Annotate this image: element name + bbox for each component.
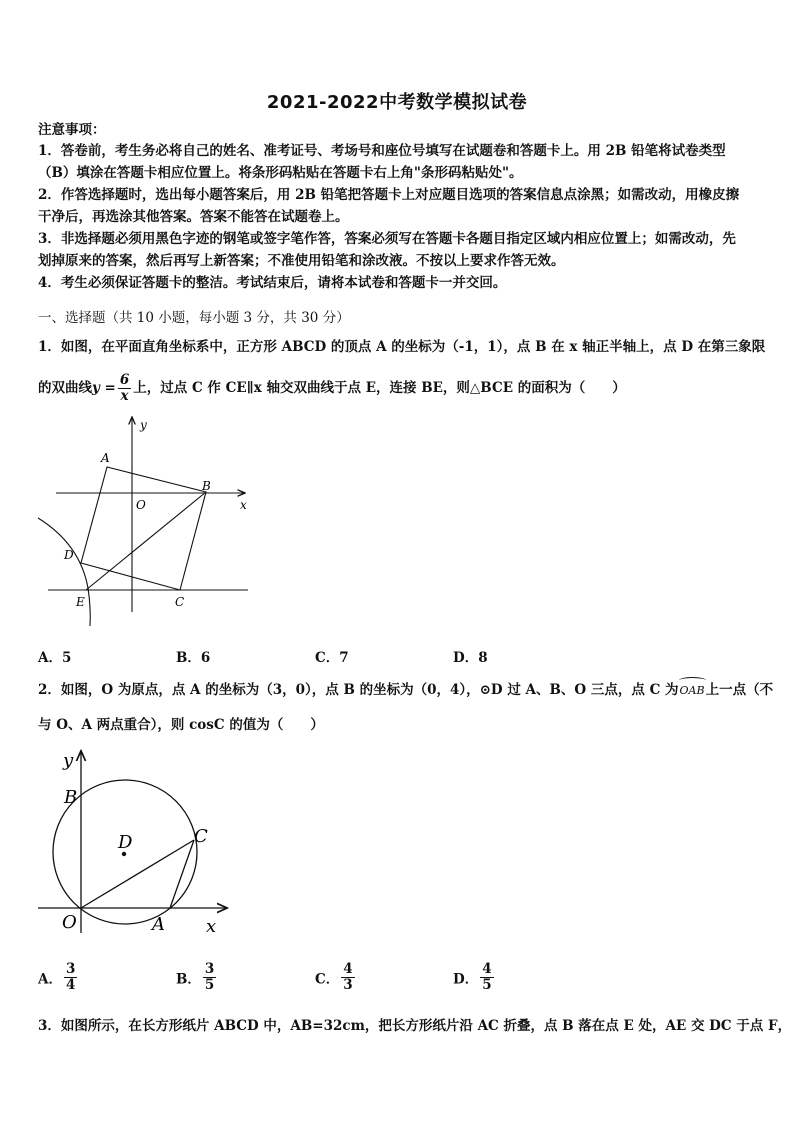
q2-arc-label: OAB: [679, 684, 705, 697]
question-1-line-1: 1．如图，在平面直角坐标系中，正方形 ABCD 的顶点 A 的坐标为（-1，1），点 B 在 x 轴正半轴上，点 D 在第三象限: [38, 339, 766, 355]
q2-text-post: 上一点（不: [705, 682, 774, 698]
q2-option-b-num: 3: [204, 961, 215, 977]
label-y: y: [140, 418, 147, 432]
q1-fraction-den: x: [120, 388, 129, 404]
label-e: E: [76, 595, 85, 609]
q2-option-d-num: 4: [482, 961, 492, 977]
notice-line: 干净后，再选涂其他答案。答案不能答在试题卷上。: [38, 209, 349, 225]
q1-option-a: A．5: [38, 650, 72, 666]
q2-arc: [679, 680, 706, 701]
label-d: D: [118, 832, 133, 853]
label-b: B: [64, 787, 78, 808]
q2-option-d-label: D．: [453, 971, 479, 988]
notice-line: （B）填涂在答题卡相应位置上。将条形码粘贴在答题卡右上角"条形码粘贴处"。: [38, 165, 523, 181]
q2-option-c-label: C．: [315, 971, 340, 988]
q1-fn-lhs: y =: [92, 380, 116, 396]
label-o: O: [136, 498, 146, 512]
q2-option-d: [453, 962, 496, 993]
label-x: x: [206, 916, 217, 937]
notice-line: 4．考生必须保证答题卡的整洁。考试结束后，请将本试卷和答题卡一并交回。: [38, 275, 507, 291]
q2-option-a-label: A．: [38, 971, 62, 988]
q1-fraction-num: 6: [119, 372, 130, 388]
label-a: A: [101, 451, 110, 465]
square-abcd: [81, 467, 206, 590]
label-y: y: [63, 750, 74, 771]
q1-text-post: 上，过点 C 作 CE∥x 轴交双曲线于点 E，连接 BE，则△BCE 的面积为（ ）: [133, 380, 626, 396]
label-c: C: [194, 826, 208, 847]
q2-option-b-fraction: [203, 962, 216, 993]
question-1-line-2: [38, 370, 762, 406]
q2-text-pre: 2．如图，O 为原点，点 A 的坐标为（3，0），点 B 的坐标为（0，4），⊙D 过 A、B、O 三点，点 C 为: [38, 682, 679, 698]
hyperbola-branch: [38, 518, 90, 626]
label-x: x: [240, 498, 247, 512]
question-3-line-1: 3．如图所示，在长方形纸片 ABCD 中，AB=32cm，把长方形纸片沿 AC 折叠，点 B 落在点 E 处，AE 交 DC 于点 F，: [38, 1018, 792, 1034]
question-2-line-1: [38, 680, 774, 701]
q2-option-d-fraction: [480, 962, 493, 993]
label-d: D: [64, 548, 74, 562]
question-1-figure: [36, 412, 256, 628]
notice-line: 划掉原来的答案，然后再写上新答案；不准使用铅笔和涂改液。不按以上要求作答无效。: [38, 253, 565, 269]
question-2-figure: [36, 748, 236, 940]
notice-heading: 注意事项：: [38, 122, 106, 138]
label-b: B: [202, 479, 211, 493]
arc-mark: [679, 677, 706, 684]
q2-option-c-fraction: [341, 962, 354, 993]
q2-option-c-den: 3: [343, 977, 353, 993]
q2-option-a-num: 3: [65, 961, 76, 977]
q2-option-b: [176, 962, 218, 993]
q2-option-b-den: 5: [204, 977, 215, 993]
q1-fraction: [118, 373, 131, 404]
page-title: 2021-2022中考数学模拟试卷: [266, 92, 528, 113]
q2-option-c-num: 4: [343, 961, 353, 977]
notice-line: 3．非选择题必须用黑色字迹的钢笔或签字笔作答，答案必须写在答题卡各题目指定区域内相应位置上；如需改动，先: [38, 231, 736, 247]
segment-be: [86, 492, 206, 590]
q1-option-c: C．7: [315, 650, 349, 666]
notice-line: 1．答卷前，考生务必将自己的姓名、准考证号、考场号和座位号填写在试题卷和答题卡上。用 2B 铅笔将试卷类型: [38, 143, 726, 159]
section-heading: 一、选择题（共 10 小题，每小题 3 分，共 30 分）: [38, 310, 350, 326]
q2-option-a: [38, 962, 79, 993]
q1-option-d: D．8: [453, 650, 488, 666]
q2-option-b-label: B．: [176, 971, 201, 988]
q2-option-a-fraction: [64, 962, 77, 993]
question-2-line-2: 与 O、A 两点重合），则 cosC 的值为（ ）: [38, 717, 324, 733]
segment-ac: [170, 840, 194, 908]
label-a: A: [152, 914, 165, 935]
q1-text-pre: 的双曲线: [38, 380, 92, 396]
q2-option-a-den: 4: [65, 977, 76, 993]
q1-option-b: B．6: [176, 650, 211, 666]
label-c: C: [175, 595, 185, 609]
q2-option-c: [315, 962, 357, 993]
segment-oc: [81, 840, 194, 908]
label-o: O: [62, 912, 77, 933]
q2-option-d-den: 5: [482, 977, 492, 993]
notice-line: 2．作答选择题时，选出每小题答案后，用 2B 铅笔把答题卡上对应题目选项的答案信息点涂黑；如需改动，用橡皮擦: [38, 187, 740, 203]
